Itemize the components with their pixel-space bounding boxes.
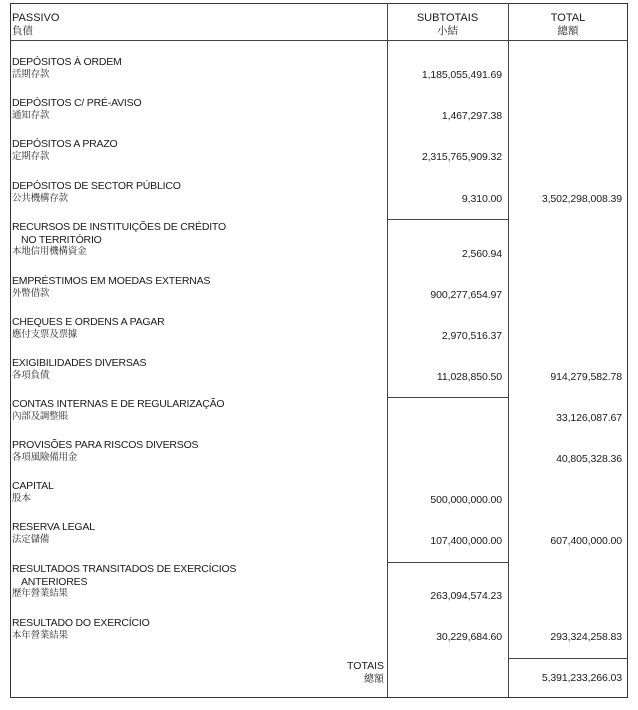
header-passivo-pt: PASSIVO <box>12 12 60 24</box>
item-label-pt: RECURSOS DE INSTITUIÇÕES DE CRÉDITO <box>12 221 226 233</box>
total-value: 3,502,298,008.39 <box>541 193 622 205</box>
subtotal-value: 1,467,297.38 <box>441 110 502 122</box>
item-label-zh: 應付支票及票據 <box>12 328 78 340</box>
total-value: 33,126,087.67 <box>556 412 622 424</box>
header-passivo <box>12 12 59 38</box>
subtotal-column-left-border <box>387 3 388 698</box>
item-label-zh: 各項負債 <box>12 369 50 381</box>
header-subtotais-zh: 小結 <box>437 25 458 37</box>
header-total-pt: TOTAL <box>550 12 586 24</box>
line-item-depositos-sector-publico <box>12 180 181 205</box>
line-item-recursos-instituicoes <box>12 221 226 259</box>
subtotal-group-divider <box>387 562 508 563</box>
item-label-zh: 活期存款 <box>12 68 50 80</box>
line-item-contas-internas <box>12 398 224 423</box>
totais-label-zh: 總額 <box>364 674 384 685</box>
item-label-pt: CHEQUES E ORDENS A PAGAR <box>12 316 165 328</box>
item-label-zh: 公共機構存款 <box>12 192 68 204</box>
item-label-zh: 通知存款 <box>12 109 50 121</box>
header-divider <box>10 40 628 41</box>
subtotal-value: 263,094,574.23 <box>430 590 502 602</box>
header-total <box>508 12 628 38</box>
line-item-resultados-transitados <box>12 563 236 601</box>
subtotal-value: 1,185,055,491.69 <box>421 69 502 81</box>
line-item-depositos-prazo <box>12 138 118 163</box>
total-value: 293,324,258.83 <box>550 631 622 643</box>
subtotal-value: 9,310.00 <box>461 193 502 205</box>
item-label-pt: PROVISÕES PARA RISCOS DIVERSOS <box>12 439 199 451</box>
line-item-cheques-ordens <box>12 316 165 341</box>
subtotal-value: 30,229,684.60 <box>436 631 502 643</box>
subtotal-value: 11,028,850.50 <box>436 371 502 383</box>
line-item-emprestimos-moedas-externas <box>12 275 210 300</box>
item-label-zh: 外幣借款 <box>12 287 50 299</box>
item-label-zh: 內部及調整賬 <box>12 410 68 422</box>
item-label-pt: RESULTADOS TRANSITADOS DE EXERCÍCIOS <box>12 563 237 575</box>
subtotal-group-divider <box>387 397 508 398</box>
item-label-pt: DEPÓSITOS DE SECTOR PÚBLICO <box>12 180 181 192</box>
item-label-zh: 本地信用機構資金 <box>12 246 87 257</box>
header-passivo-zh: 負債 <box>12 25 33 37</box>
total-value: 607,400,000.00 <box>550 535 622 547</box>
item-label-zh: 定期存款 <box>12 150 50 162</box>
grand-total-value: 5,391,233,266.03 <box>541 672 622 684</box>
header-subtotais-pt: SUBTOTAIS <box>416 12 479 24</box>
line-item-exigibilidades-diversas <box>12 357 146 382</box>
subtotal-group-divider <box>387 219 508 220</box>
total-column-left-border <box>508 3 509 698</box>
line-item-depositos-ordem <box>12 56 122 81</box>
totais-divider <box>508 658 628 659</box>
header-total-zh: 總額 <box>557 25 579 37</box>
item-label-pt: DEPÓSITOS À ORDEM <box>12 56 122 68</box>
totais-label-pt: TOTAIS <box>347 660 384 672</box>
item-label-pt: DEPÓSITOS A PRAZO <box>12 138 118 150</box>
line-item-depositos-pre-aviso <box>12 97 141 122</box>
total-value: 40,805,328.36 <box>556 453 622 465</box>
item-label-pt: EXIGIBILIDADES DIVERSAS <box>12 357 147 369</box>
subtotal-value: 500,000,000.00 <box>430 494 502 506</box>
line-item-reserva-legal <box>12 521 95 546</box>
item-label-zh: 各項風險備用金 <box>12 451 78 463</box>
subtotal-value: 2,560.94 <box>461 248 502 260</box>
total-value: 914,279,582.78 <box>550 371 622 383</box>
item-label-zh: 本年營業結果 <box>12 629 68 641</box>
item-label-pt: DEPÓSITOS C/ PRÉ-AVISO <box>12 97 142 109</box>
item-label-pt: RESULTADO DO EXERCÍCIO <box>12 617 150 629</box>
line-item-resultado-exercicio <box>12 617 150 642</box>
subtotal-value: 2,315,765,909.32 <box>421 151 502 163</box>
subtotal-value: 2,970,516.37 <box>441 330 502 342</box>
subtotal-value: 900,277,654.97 <box>430 289 502 301</box>
item-label-pt: RESERVA LEGAL <box>12 521 95 533</box>
item-label-pt-continued: NO TERRITÓRIO <box>21 233 102 246</box>
item-label-pt: CONTAS INTERNAS E DE REGULARIZAÇÃO <box>12 398 225 410</box>
line-item-capital <box>12 480 54 505</box>
item-label-pt-continued: ANTERIORES <box>21 575 88 588</box>
item-label-zh: 股本 <box>12 492 31 504</box>
item-label-pt: CAPITAL <box>12 480 54 492</box>
item-label-zh: 歷年營業結果 <box>12 588 68 599</box>
header-subtotais <box>387 12 508 38</box>
item-label-pt: EMPRÉSTIMOS EM MOEDAS EXTERNAS <box>12 275 211 287</box>
line-item-provisoes-riscos <box>12 439 198 464</box>
subtotal-value: 107,400,000.00 <box>430 535 502 547</box>
item-label-zh: 法定儲備 <box>12 533 50 545</box>
totais-label <box>347 660 384 686</box>
